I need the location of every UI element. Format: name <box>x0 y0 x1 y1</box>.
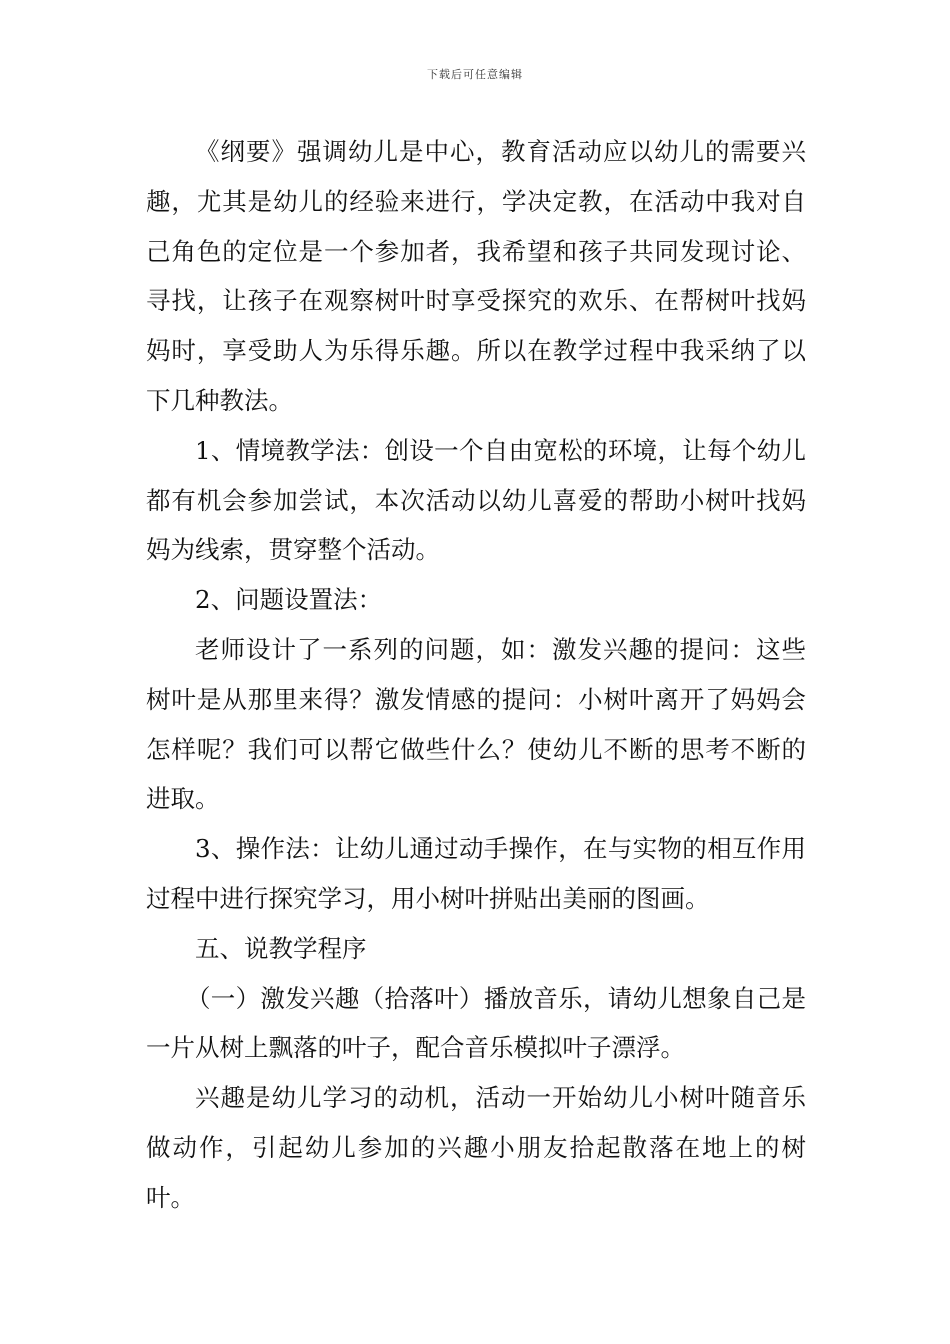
paragraph-method-2-heading: 2、问题设置法： <box>195 585 383 615</box>
section-heading-5: 五、说教学程序 <box>195 933 367 963</box>
paragraph-step-1: （一）激发兴趣（拾落叶）播放音乐，请幼儿想象自己是一片从树上飘落的叶子，配合音乐模拟叶子漂浮。 <box>146 983 806 1063</box>
paragraph-method-2-body: 老师设计了一系列的问题，如：激发兴趣的提问：这些树叶是从那里来得？激发情感的提问：小树叶离开了妈妈会怎样呢？我们可以帮它做些什么？使幼儿不断的思考不断的进取。 <box>146 634 806 814</box>
paragraph-method-3: 3、操作法：让幼儿通过动手操作，在与实物的相互作用过程中进行探究学习，用小树叶拼贴出美丽的图画。 <box>146 834 806 913</box>
document-body <box>146 127 806 1223</box>
paragraph-step-1-explanation: 兴趣是幼儿学习的动机，活动一开始幼儿小树叶随音乐做动作，引起幼儿参加的兴趣小朋友拾起散落在地上的树叶。 <box>146 1083 806 1212</box>
page-header: 下载后可任意编辑 <box>427 68 523 81</box>
paragraph-intro: 《纲要》强调幼儿是中心，教育活动应以幼儿的需要兴趣，尤其是幼儿的经验来进行，学决定教，在活动中我对自己角色的定位是一个参加者，我希望和孩子共同发现讨论、寻找，让孩子在观察树叶时享受探究的欢乐、在帮树叶找妈妈时，享受助人为乐得乐趣。所以在教学过程中我采纳了以下几种教法。 <box>146 137 806 415</box>
paragraph-method-1: 1、情境教学法：创设一个自由宽松的环境，让每个幼儿都有机会参加尝试，本次活动以幼儿喜爱的帮助小树叶找妈妈为线索，贯穿整个活动。 <box>146 435 806 565</box>
